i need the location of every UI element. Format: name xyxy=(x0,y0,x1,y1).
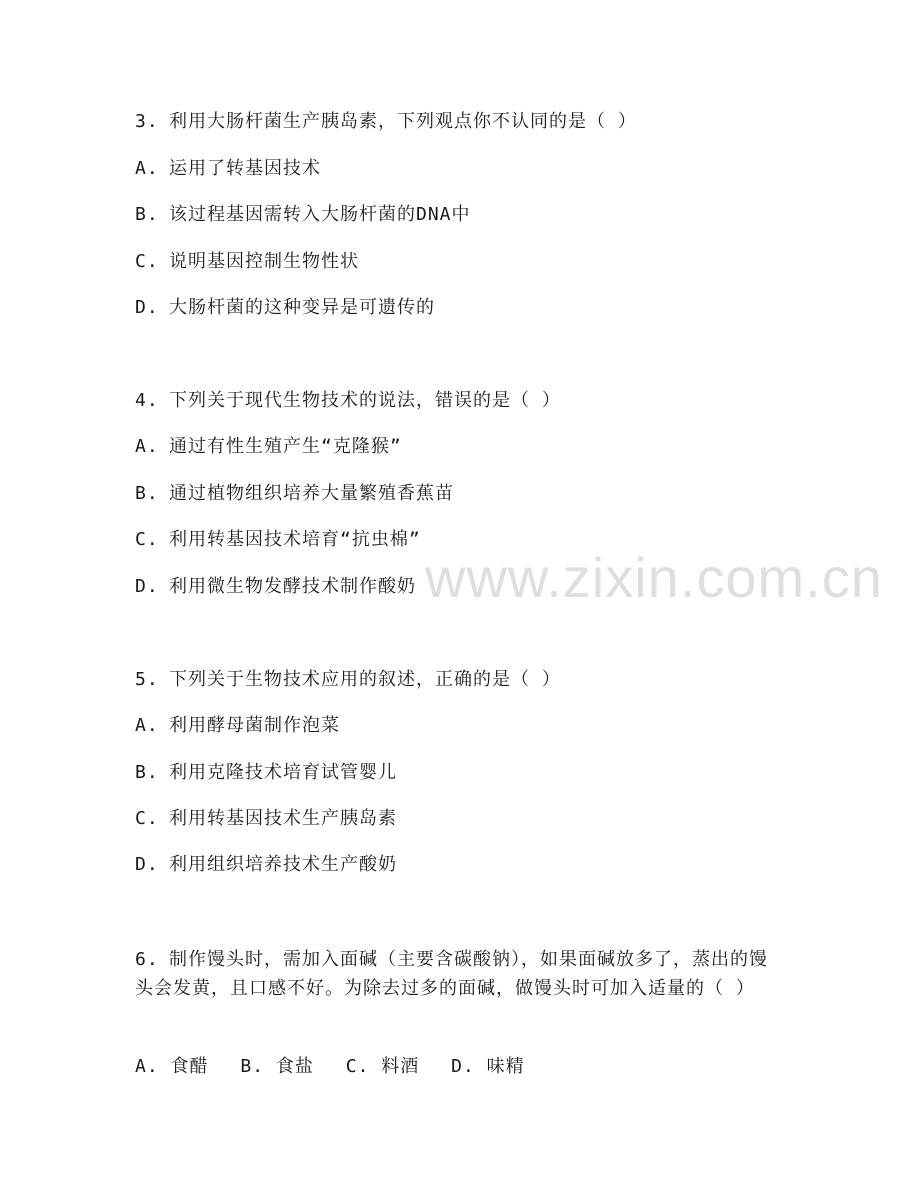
question-4-option-b xyxy=(135,482,454,506)
option-text: 大肠杆菌的这种变异是可遗传的 xyxy=(169,297,435,318)
question-6-stem xyxy=(135,945,785,1003)
option-text: 该过程基因需转入大肠杆菌的DNA中 xyxy=(169,204,471,225)
question-5-option-b xyxy=(135,761,397,785)
question-text: 利用大肠杆菌生产胰岛素，下列观点你不认同的是（ ） xyxy=(169,111,637,132)
option-text: 通过有性生殖产生“克隆猴” xyxy=(169,436,402,457)
question-5-option-c xyxy=(135,807,397,831)
option-letter: B. xyxy=(135,204,159,225)
option-text: 食盐 xyxy=(275,1056,314,1077)
option-text: 利用转基因技术生产胰岛素 xyxy=(169,808,397,829)
question-3-option-b xyxy=(135,203,471,227)
question-3-option-a xyxy=(135,157,321,181)
question-text: 制作馒头时，需加入面碱（主要含碳酸钠），如果面碱放多了，蒸出的馒头会发黄，且口感不好。为除去过多的面碱，做馒头时可加入适量的（ ） xyxy=(135,949,768,999)
option-letter: D. xyxy=(135,297,159,318)
option-text: 料酒 xyxy=(381,1056,420,1077)
option-text: 食醋 xyxy=(170,1056,209,1077)
option-text: 运用了转基因技术 xyxy=(169,158,321,179)
question-text: 下列关于生物技术应用的叙述，正确的是（ ） xyxy=(169,669,561,690)
option-letter: B. xyxy=(135,762,159,783)
option-letter: B. xyxy=(135,483,159,504)
question-number: 3. xyxy=(135,111,159,132)
option-letter: A. xyxy=(135,158,159,179)
option-letter: D. xyxy=(135,576,159,597)
question-4-option-d xyxy=(135,575,416,599)
option-letter: C. xyxy=(135,808,159,829)
question-4-option-c xyxy=(135,528,421,552)
question-5-stem xyxy=(135,668,561,692)
option-letter: C. xyxy=(135,251,159,272)
question-number: 4. xyxy=(135,390,159,411)
option-letter: D. xyxy=(135,854,159,875)
option-letter: A. xyxy=(135,436,159,457)
option-letter: B. xyxy=(240,1056,265,1077)
question-5-option-d xyxy=(135,853,397,877)
option-text: 利用克隆技术培育试管婴儿 xyxy=(169,762,397,783)
watermark: www.zixin.com.cn xyxy=(425,546,883,609)
question-number: 6. xyxy=(135,949,159,970)
question-text: 下列关于现代生物技术的说法，错误的是（ ） xyxy=(169,390,561,411)
question-3-option-d xyxy=(135,296,435,320)
option-text: 说明基因控制生物性状 xyxy=(169,251,359,272)
option-letter: A. xyxy=(135,715,159,736)
option-letter: C. xyxy=(135,529,159,550)
option-text: 通过植物组织培养大量繁殖香蕉苗 xyxy=(169,483,454,504)
question-6-options xyxy=(135,1055,525,1079)
question-5-option-a xyxy=(135,714,340,738)
option-text: 利用酵母菌制作泡菜 xyxy=(169,715,340,736)
question-4-stem xyxy=(135,389,561,413)
question-number: 5. xyxy=(135,669,159,690)
question-4-option-a xyxy=(135,435,402,459)
option-text: 利用微生物发酵技术制作酸奶 xyxy=(169,576,416,597)
option-text: 利用组织培养技术生产酸奶 xyxy=(169,854,397,875)
option-letter: A. xyxy=(135,1056,159,1077)
option-text: 利用转基因技术培育“抗虫棉” xyxy=(169,529,421,550)
option-text: 味精 xyxy=(486,1056,525,1077)
option-letter: D. xyxy=(451,1056,475,1077)
option-letter: C. xyxy=(345,1056,370,1077)
question-3-stem xyxy=(135,110,637,134)
question-3-option-c xyxy=(135,250,359,274)
